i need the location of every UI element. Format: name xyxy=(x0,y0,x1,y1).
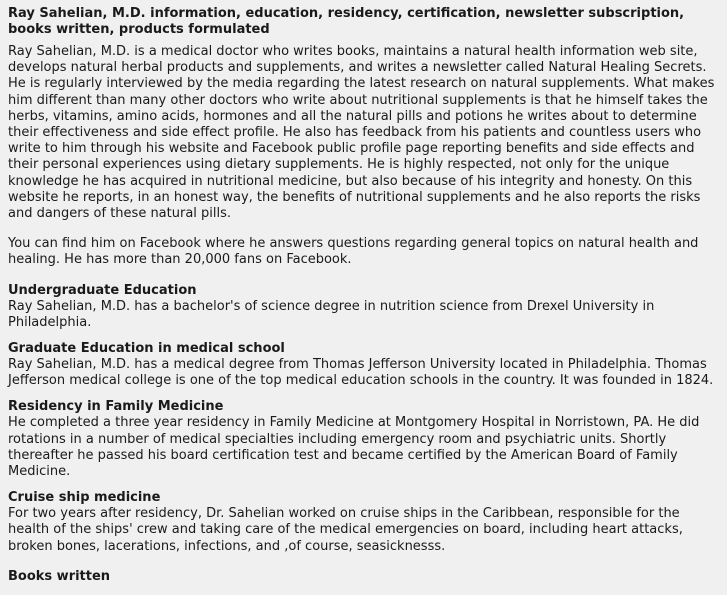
intro-paragraph: Ray Sahelian, M.D. is a medical doctor who writes books, maintains a natural health information web site, develops natural herbal products and supplements, and writes a newsletter called Natural Healing Secrets. He is regularly interviewed by the media regarding the latest research on natural supplements. What makes him different than many other doctors who write about nutritional supplements is that he himself takes the herbs, vitamins, amino acids, hormones and all the natural pills and potions he writes about to determine their effectiveness and side effect profile. He also has feedback from his patients and countless users who write to him through his website and Facebook public profile page reporting benefits and side effects and their personal experiences using dietary supplements. He is highly respected, not only for the unique knowledge he has acquired in nutritional medicine, but also because of his integrity and honesty. On this website he reports, in an honest way, the benefits of nutritional supplements and he also reports the risks and dangers of these natural pills. xyxy=(8,44,715,222)
section-heading: Residency in Family Medicine xyxy=(8,399,224,415)
section-graduate-education xyxy=(8,341,722,389)
facebook-paragraph: You can find him on Facebook where he answers questions regarding general topics on natural health and healing. He has more than 20,000 fans on Facebook. xyxy=(8,236,699,268)
section-undergraduate-education xyxy=(8,283,722,331)
page-title: Ray Sahelian, M.D. information, education, residency, certification, newsletter subscription, books written, products formulated xyxy=(8,6,685,37)
section-heading: Books written xyxy=(8,568,111,584)
page-content xyxy=(8,6,722,595)
section-text: Ray Sahelian, M.D. has a medical degree from Thomas Jefferson University located in Philadelphia. Thomas Jefferson medical college is one of the top medical education schools in the country. It was founded in 1824. xyxy=(8,357,714,389)
section-cruise-ship-medicine xyxy=(8,490,722,555)
section-heading: Undergraduate Education xyxy=(8,282,197,298)
section-text: For two years after residency, Dr. Sahelian worked on cruise ships in the Caribbean, responsible for the health of the ships' crew and taking care of the medical emergencies on board, including heart attacks, broken bones, lacerations, infections, and ,of course, seasicknesss. xyxy=(8,506,683,554)
section-residency xyxy=(8,399,722,480)
section-text: Ray Sahelian, M.D. has a bachelor's of science degree in nutrition science from Drexel University in Philadelphia. xyxy=(8,298,655,330)
section-text: He completed a three year residency in Family Medicine at Montgomery Hospital in Norristown, PA. He did rotations in a number of medical specialties including emergency room and psychiatric units. Shortly thereafter he passed his board certification test and became certified by the American Board of Family Medicine. xyxy=(8,415,700,480)
section-heading: Cruise ship medicine xyxy=(8,490,161,506)
section-books-written xyxy=(8,569,722,585)
section-heading: Graduate Education in medical school xyxy=(8,341,285,357)
